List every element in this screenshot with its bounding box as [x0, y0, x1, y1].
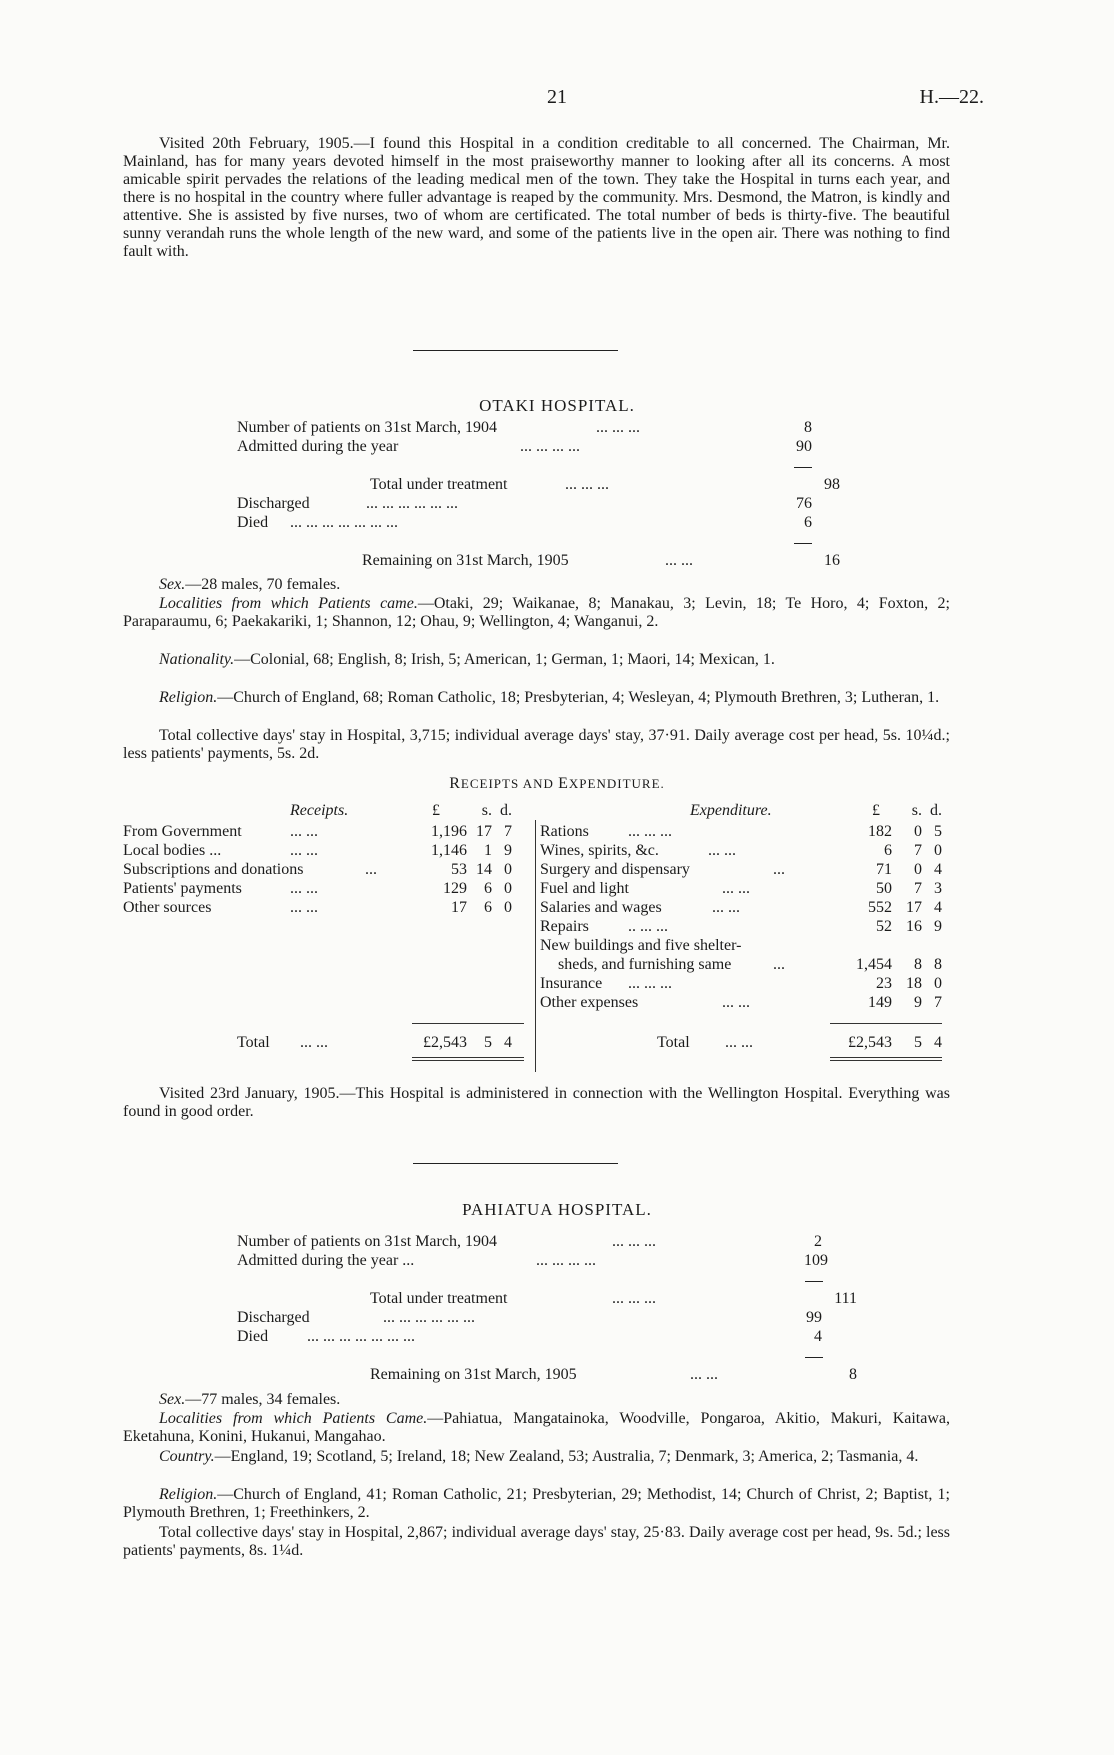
otaki-discharged-value: 76 — [796, 495, 812, 512]
expenditure-label: Rations — [540, 823, 589, 840]
sum-rule — [794, 543, 812, 544]
receipt-pounds: 1,146 — [431, 842, 467, 859]
receipt-pence: 0 — [504, 899, 512, 916]
pahiatua-remaining-value: 8 — [849, 1366, 857, 1383]
receipt-pence: 9 — [504, 842, 512, 859]
col-shillings: s. — [911, 802, 922, 819]
total-rule — [412, 1057, 524, 1058]
sum-rule — [805, 1357, 823, 1358]
expenditure-label: Surgery and dispensary — [540, 861, 690, 878]
dot-leader: ... ... ... ... ... ... — [383, 1309, 475, 1326]
pahiatua-remaining-label: Remaining on 31st March, 1905 — [370, 1366, 577, 1383]
receipt-pounds: 129 — [443, 880, 467, 897]
page-reference: H.—22. — [919, 86, 984, 108]
otaki-nationality: Nationality.—Colonial, 68; English, 8; Irish, 5; American, 1; German, 1; Maori, 14; Mexican, 1. — [159, 651, 775, 668]
expenditure-pounds: 1,454 — [856, 956, 892, 973]
receipt-shillings: 17 — [476, 823, 492, 840]
receipt-label: From Government — [123, 823, 242, 840]
expenditure-pence: 8 — [934, 956, 942, 973]
section-divider — [413, 350, 618, 351]
page-number: 21 — [547, 86, 567, 108]
expenditure-shillings: 18 — [906, 975, 922, 992]
pahiatua-patients-label: Number of patients on 31st March, 1904 — [237, 1233, 497, 1250]
receipt-pence: 0 — [504, 861, 512, 878]
pahiatua-discharged-value: 99 — [806, 1309, 822, 1326]
expenditure-heading: Expenditure. — [690, 802, 772, 819]
dot-leader: ... ... — [300, 1034, 328, 1051]
dot-leader: ... ... ... ... ... ... — [366, 495, 458, 512]
receipts-total-label: Total — [237, 1034, 270, 1051]
otaki-remaining-value: 16 — [824, 552, 840, 569]
otaki-stay: Total collective days' stay in Hospital, 3,715; individual average days' stay, 37·91. Daily average cost per head, 5s. 10¼d.; less patients' payments, 5s. 2d. — [123, 727, 950, 762]
dot-leader: ... — [365, 861, 377, 878]
dot-leader: ... ... — [722, 994, 750, 1011]
expenditure-label: sheds, and furnishing same — [558, 956, 732, 973]
receipts-expenditure-title: RECEIPTS AND EXPENDITURE. — [449, 775, 665, 792]
expenditure-shillings: 7 — [914, 880, 922, 897]
expenditure-shillings: 7 — [914, 842, 922, 859]
expenditure-label: Repairs — [540, 918, 589, 935]
otaki-remaining-label: Remaining on 31st March, 1905 — [362, 552, 569, 569]
dot-leader: ... ... ... ... — [536, 1252, 596, 1269]
dot-leader: ... ... ... — [565, 476, 609, 493]
sum-rule — [794, 467, 812, 468]
receipts-total-shillings: 5 — [484, 1034, 492, 1051]
pahiatua-localities: Localities from which Patients Came.—Pahiatua, Mangatainoka, Woodville, Pongaroa, Akitio, Makuri, Kaitawa, Eketahuna, Konini, Hukanui, Mangahao. — [123, 1410, 950, 1445]
receipt-shillings: 1 — [484, 842, 492, 859]
receipts-heading: Receipts. — [290, 802, 349, 819]
otaki-sex: Sex.—28 males, 70 females. — [159, 576, 341, 593]
receipt-label: Local bodies ... — [123, 842, 222, 859]
pahiatua-title: PAHIATUA HOSPITAL. — [462, 1200, 652, 1219]
expenditure-pounds: 52 — [876, 918, 892, 935]
otaki-admitted-value: 90 — [796, 438, 812, 455]
otaki-title: OTAKI HOSPITAL. — [479, 396, 635, 415]
expenditure-pence: 4 — [934, 899, 942, 916]
expenditure-label: Other expenses — [540, 994, 639, 1011]
sum-rule — [805, 1281, 823, 1282]
otaki-discharged-label: Discharged — [237, 495, 310, 512]
otaki-visit: Visited 23rd January, 1905.—This Hospital is administered in connection with the Wellington Hospital. Everything was found in good order. — [123, 1085, 950, 1120]
otaki-patients-value: 8 — [804, 419, 812, 436]
col-pound: £ — [872, 802, 880, 819]
expenditure-label: Wines, spirits, &c. — [540, 842, 659, 859]
column-divider — [535, 820, 536, 1072]
expenditure-total-pounds: £2,543 — [848, 1034, 892, 1051]
pahiatua-country: Country.—England, 19; Scotland, 5; Ireland, 18; New Zealand, 53; Australia, 7; Denmark, 3; America, 2; Tasmania, 4. — [159, 1448, 919, 1465]
pahiatua-sex: Sex.—77 males, 34 females. — [159, 1391, 341, 1408]
otaki-total-label: Total under treatment — [370, 476, 508, 493]
dot-leader: ... ... — [665, 552, 693, 569]
dot-leader: ... ... — [290, 823, 318, 840]
pahiatua-died-label: Died — [237, 1328, 269, 1345]
dot-leader: ... ... — [722, 880, 750, 897]
dot-leader: ... ... ... ... ... ... ... — [290, 514, 398, 531]
pahiatua-religion: Religion.—Church of England, 41; Roman Catholic, 21; Presbyterian, 29; Methodist, 14; Church of Christ, 2; Baptist, 1; Plymouth Brethren, 1; Freethinkers, 2. — [123, 1486, 950, 1521]
dot-leader: ... ... — [690, 1366, 718, 1383]
receipts-total-pence: 4 — [504, 1034, 512, 1051]
expenditure-pence: 0 — [934, 975, 942, 992]
receipt-shillings: 14 — [476, 861, 492, 878]
expenditure-label: New buildings and five shelter- — [540, 937, 742, 954]
otaki-localities: Localities from which Patients came.—Otaki, 29; Waikanae, 8; Manakau, 3; Levin, 18; Te Horo, 4; Foxton, 2; Paraparaumu, 6; Paekakariki, 1; Shannon, 12; Ohau, 9; Wellington, 4; Wanganui, 2. — [123, 595, 950, 630]
dot-leader: ... — [773, 956, 785, 973]
pahiatua-stay: Total collective days' stay in Hospital, 2,867; individual average days' stay, 25·83. Daily average cost per head, 9s. 5d.; less patients' payments, 8s. 1¼d. — [123, 1524, 950, 1559]
dot-leader: ... ... — [712, 899, 740, 916]
pahiatua-discharged-label: Discharged — [237, 1309, 310, 1326]
expenditure-pounds: 23 — [876, 975, 892, 992]
receipt-pence: 7 — [504, 823, 512, 840]
total-rule — [830, 1060, 942, 1061]
expenditure-pence: 5 — [934, 823, 942, 840]
receipt-label: Subscriptions and donations — [123, 861, 304, 878]
dot-leader: ... ... ... — [628, 823, 672, 840]
expenditure-pounds: 149 — [868, 994, 892, 1011]
dot-leader: ... ... — [725, 1034, 753, 1051]
expenditure-pounds: 552 — [868, 899, 892, 916]
expenditure-shillings: 0 — [914, 823, 922, 840]
dot-leader: ... ... ... — [612, 1233, 656, 1250]
total-rule — [830, 1023, 942, 1024]
otaki-admitted-label: Admitted during the year — [237, 438, 399, 455]
dot-leader: ... ... — [290, 842, 318, 859]
expenditure-shillings: 8 — [914, 956, 922, 973]
pahiatua-admitted-label: Admitted during the year ... — [237, 1252, 415, 1269]
col-pence: d. — [500, 802, 512, 819]
expenditure-pence: 0 — [934, 842, 942, 859]
expenditure-total-pence: 4 — [934, 1034, 942, 1051]
receipt-pounds: 1,196 — [431, 823, 467, 840]
receipt-shillings: 6 — [484, 899, 492, 916]
receipt-label: Other sources — [123, 899, 212, 916]
pahiatua-admitted-value: 109 — [804, 1252, 828, 1269]
col-pence: d. — [930, 802, 942, 819]
dot-leader: ... ... ... — [628, 975, 672, 992]
expenditure-pence: 3 — [934, 880, 942, 897]
expenditure-label: Salaries and wages — [540, 899, 662, 916]
receipt-label: Patients' payments — [123, 880, 242, 897]
visit-paragraph-previous: Visited 20th February, 1905.—I found this Hospital in a condition creditable to all concerned. The Chairman, Mr. Mainland, has for many years devoted himself in the most praiseworthy manner to looking after all its concerns. A most amicable spirit pervades the relations of the leading medical men of the town. They take the Hospital in turns each year, and there is no hospital in the country where fuller advantage is reaped by the community. Mrs. Desmond, the Matron, is kindly and attentive. She is assisted by five nurses, two of whom are certificated. The total number of beds is thirty-five. The beautiful sunny verandah runs the whole length of the new ward, and some of the patients live in the open air. There was nothing to find fault with. — [123, 135, 950, 260]
expenditure-pounds: 182 — [868, 823, 892, 840]
expenditure-pence: 4 — [934, 861, 942, 878]
dot-leader: ... ... ... — [612, 1290, 656, 1307]
expenditure-shillings: 0 — [914, 861, 922, 878]
expenditure-total-shillings: 5 — [914, 1034, 922, 1051]
expenditure-shillings: 17 — [906, 899, 922, 916]
expenditure-pence: 7 — [934, 994, 942, 1011]
dot-leader: ... ... — [290, 880, 318, 897]
section-divider — [413, 1163, 618, 1164]
dot-leader: ... ... ... — [596, 419, 640, 436]
col-pound: £ — [432, 802, 440, 819]
total-rule — [830, 1057, 942, 1058]
pahiatua-total-label: Total under treatment — [370, 1290, 508, 1307]
otaki-died-label: Died — [237, 514, 269, 531]
total-rule — [412, 1060, 524, 1061]
expenditure-pence: 9 — [934, 918, 942, 935]
dot-leader: .. ... ... — [628, 918, 668, 935]
expenditure-total-label: Total — [657, 1034, 690, 1051]
pahiatua-total-value: 111 — [834, 1290, 857, 1307]
expenditure-shillings: 9 — [914, 994, 922, 1011]
dot-leader: ... ... ... ... ... ... ... — [307, 1328, 415, 1345]
expenditure-label: Fuel and light — [540, 880, 629, 897]
col-shillings: s. — [481, 802, 492, 819]
receipt-pounds: 53 — [451, 861, 467, 878]
otaki-died-value: 6 — [804, 514, 812, 531]
dot-leader: ... ... — [290, 899, 318, 916]
pahiatua-died-value: 4 — [814, 1328, 822, 1345]
receipt-pounds: 17 — [451, 899, 467, 916]
receipt-pence: 0 — [504, 880, 512, 897]
expenditure-label: Insurance — [540, 975, 603, 992]
expenditure-pounds: 50 — [876, 880, 892, 897]
expenditure-pounds: 6 — [884, 842, 892, 859]
expenditure-pounds: 71 — [876, 861, 892, 878]
pahiatua-patients-value: 2 — [814, 1233, 822, 1250]
receipt-shillings: 6 — [484, 880, 492, 897]
dot-leader: ... ... — [708, 842, 736, 859]
total-rule — [412, 1023, 524, 1024]
expenditure-shillings: 16 — [906, 918, 922, 935]
receipts-total-pounds: £2,543 — [423, 1034, 467, 1051]
otaki-religion: Religion.—Church of England, 68; Roman Catholic, 18; Presbyterian, 4; Wesleyan, 4; Plymouth Brethren, 3; Lutheran, 1. — [159, 689, 940, 706]
otaki-total-value: 98 — [824, 476, 840, 493]
dot-leader: ... ... ... ... — [520, 438, 580, 455]
dot-leader: ... — [773, 861, 785, 878]
otaki-patients-label: Number of patients on 31st March, 1904 — [237, 419, 497, 436]
